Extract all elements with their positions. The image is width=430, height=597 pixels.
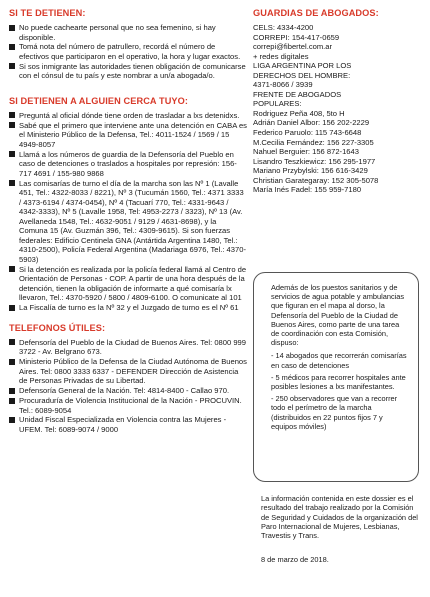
square-bullet-icon xyxy=(9,266,15,272)
contact-line: Mariano Przybylski: 156 616-3429 xyxy=(253,166,368,176)
contact-line: POPULARES: xyxy=(253,99,302,109)
contact-line: 4371-8066 / 3939 xyxy=(253,80,313,90)
list-item: Defensoría General de la Nación. Tel: 4814-8400 - Callao 970. xyxy=(9,386,247,396)
square-bullet-icon xyxy=(9,122,15,128)
contact-line: M.Cecilia Fernández: 156 227-3305 xyxy=(253,137,374,147)
contact-line: DERECHOS DEL HOMBRE: xyxy=(253,70,351,80)
square-bullet-icon xyxy=(9,112,15,118)
square-bullet-icon xyxy=(9,339,15,345)
list-useful-phones xyxy=(9,338,247,435)
list-item: Ministerio Público de la Defensa de la Ciudad Autónoma de Buenos Aires. Tel: 0800 3333 6337 - DEFENDER Dirección de Asistencia de Personas Privadas de su Libertad. xyxy=(9,357,247,386)
footer-note xyxy=(261,494,423,565)
list-item: Defensoría del Pueblo de la Ciudad de Buenos Aires. Tel: 0800 999 3722 - Av. Belgrano 673. xyxy=(9,338,247,357)
footer-text: La información contenida en este dossier es el resultado del trabajo realizado por la Comisión de Seguridad y Cuidados de la organización del Paro Internacional de Mujeres, Lesbianas, Travestis y Trans. xyxy=(261,494,418,541)
square-bullet-icon xyxy=(9,25,15,31)
square-bullet-icon xyxy=(9,63,15,69)
box-item: - 14 abogados que recorrerán comisarías en caso de detenciones xyxy=(271,351,407,370)
box-item: - 250 observadores que van a recorrer todo el perímetro de la marcha (distribuidos en 22 puntos fijos 7 y equipos móviles) xyxy=(271,394,398,431)
contact-line: correpi@fibertel.com.ar xyxy=(253,42,333,52)
contact-line: Nahuel Berguier: 156 872-1643 xyxy=(253,147,359,157)
box-intro: Además de los puestos sanitarios y de servicios de agua potable y ambulancias que figuran en el mapa al dorso, la Defensoría del Pueblo de la Ciudad de Buenos Aires, como parte de una tarea de coordinación con esta Comisión, dispuso: xyxy=(271,283,405,348)
list-item: Preguntá al oficial dónde tiene orden de trasladar a lxs detenidxs. xyxy=(9,111,247,121)
heading-someone-detained: SI DETIENEN A ALGUIEN CERCA TUYO: xyxy=(9,95,189,106)
contact-line: LIGA ARGENTINA POR LOS xyxy=(253,61,352,71)
contact-line: CORREPI: 154-417-0659 xyxy=(253,32,340,42)
square-bullet-icon xyxy=(9,151,15,157)
contact-line: Rodriguez Peña 408, 5to H xyxy=(253,108,345,118)
square-bullet-icon xyxy=(9,359,15,365)
square-bullet-icon xyxy=(9,180,15,186)
square-bullet-icon xyxy=(9,305,15,311)
list-item: Si la detención es realizada por la policía federal llamá al Centro de Orientación de Personas - COP. A partir de una hora después de la detención, tienen la obligación de informarte a qué comisaría lx llevaron, Tel.: 4370-5920 / 5800 / 4809-6100. O comunicate al 101 xyxy=(9,265,247,303)
list-item: Sabé que el primero que interviene ante una detención en CABA es el Ministerio Público de la Defensa, Tel.: 4011-1524 / 1569 / 15 4949-8057 xyxy=(9,121,247,150)
list-item: Tomá nota del número de patrullero, recordá el número de efectivos que participaron en el operativo, la hora y lugar exactos. xyxy=(9,42,247,61)
list-item: Unidad Fiscal Especializada en Violencia contra las Mujeres - UFEM. Tel: 6089-9074 / 9000 xyxy=(9,415,247,434)
list-item: Las comisarías de turno el día de la marcha son las Nº 1 (Lavalle 451, Tel.: 4322-8033 / 8221), Nº 3 (Tucumán 1560, Tel.: 4371 3333 / 4373-6194 / 4374-0454), Nº 4 (Tacuarí 770, Tel.: 4331-9643 / 4342-3333), Nº 5 (Lavalle 1958, Tel: 4953-2273 / 3323), Nº 13 (Av. Avellaneda 1548, Tel.: 4632-9051 / 9129 / 4631-8698), y la Comuna 15 (Av. Guzmán 396, Tel.: 4309-9615). Si son fuerzas federales: Edificio Centinela GNA (Antártida Argentina 1480, Tel.: 4310-2500), Policía Federal Argentina (Madariaga 6976, Tel.: 4370-5903) xyxy=(9,179,247,265)
heading-if-detained: SI TE DETIENEN: xyxy=(9,8,86,18)
section-someone-detained xyxy=(9,96,247,313)
contact-line: Federico Paruolo: 115 743-6648 xyxy=(253,128,362,138)
heading-useful-phones: TELEFONOS ÚTILES: xyxy=(9,322,106,333)
contact-line: + redes digitales xyxy=(253,51,309,61)
contact-line: María Inés Fadel: 155 959-7180 xyxy=(253,185,362,195)
square-bullet-icon xyxy=(9,388,15,394)
box-item: - 5 médicos para recorrer hospitales ante posibles lesiones a lxs manifestantes. xyxy=(271,372,406,392)
right-column xyxy=(253,8,423,195)
list-if-detained xyxy=(9,23,247,81)
contact-line: Christian Garategaray: 152 305-5078 xyxy=(253,175,379,185)
section-useful-phones xyxy=(9,323,247,435)
left-column xyxy=(9,8,247,435)
lawyers-contacts xyxy=(253,23,423,195)
list-item: Si sos inmigrante las autoridades tienen obligación de comunicarse con el cónsul de tu país y este nombrar a un/a abogada/o. xyxy=(9,62,247,81)
list-someone-detained xyxy=(9,111,247,313)
list-item: No puede cachearte personal que no sea femenino, si hay disponible. xyxy=(9,23,247,42)
contact-line: Adrián Daniel Albor: 156 202-2229 xyxy=(253,118,370,128)
square-bullet-icon xyxy=(9,417,15,423)
square-bullet-icon xyxy=(9,44,15,50)
list-item: La Fiscalía de turno es la Nº 32 y el Juzgado de turno es el Nº 61 xyxy=(9,303,247,313)
contact-line: Lisandro Teszkiewicz: 156 295-1977 xyxy=(253,156,376,166)
contact-line: FRENTE DE ABOGADOS xyxy=(253,89,342,99)
square-bullet-icon xyxy=(9,398,15,404)
section-if-detained xyxy=(9,8,247,81)
heading-lawyers: GUARDIAS DE ABOGADOS: xyxy=(253,8,379,18)
footer-date: 8 de marzo de 2018. xyxy=(261,555,329,565)
list-item: Llamá a los números de guardia de la Defensoría del Pueblo en caso de detenciones o traslados a hospitales por represión: 156-717 4691 / 155-980 9868 xyxy=(9,150,247,179)
ombudsman-info-box xyxy=(253,272,419,482)
list-item: Procuraduría de Violencia Institucional de la Nación - PROCUVIN. Tel.: 6089-9054 xyxy=(9,396,247,415)
contact-line: CELS: 4334-4200 xyxy=(253,23,314,32)
